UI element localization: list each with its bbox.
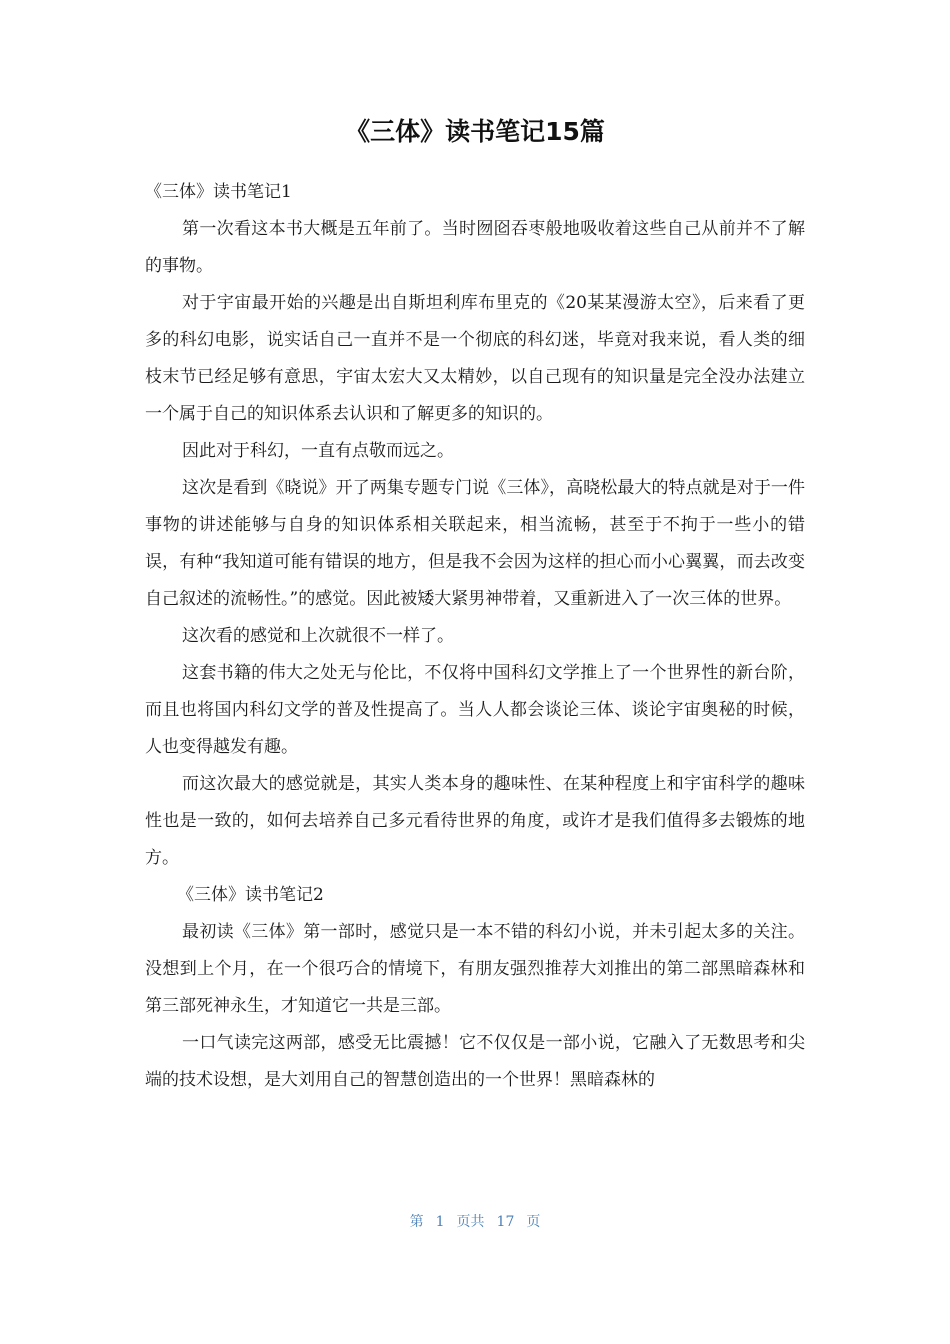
paragraph: 这次看的感觉和上次就很不一样了。	[182, 626, 454, 646]
paragraph: 最初读《三体》第一部时，感觉只是一本不错的科幻小说，并未引起太多的关注。没想到上个月，在一个很巧合的情境下，有朋友强烈推荐大刘推出的第二部黑暗森林和第三部死神永生，才知道它一共是三部。	[145, 922, 805, 1016]
footer-total-pages: 17	[496, 1214, 515, 1230]
document-title: 《三体》读书笔记15篇	[345, 117, 605, 146]
footer-prefix: 第	[409, 1214, 424, 1230]
section-heading: 《三体》读书笔记1	[145, 182, 292, 202]
document-body	[145, 174, 805, 1099]
paragraph: 而这次最大的感觉就是，其实人类本身的趣味性、在某种程度上和宇宙科学的趣味性也是一致的，如何去培养自己多元看待世界的角度，或许才是我们值得多去锻炼的地方。	[145, 774, 805, 868]
page-footer	[0, 1210, 950, 1234]
paragraph: 这套书籍的伟大之处无与伦比，不仅将中国科幻文学推上了一个世界性的新台阶，而且也将国内科幻文学的普及性提高了。当人人都会谈论三体、谈论宇宙奥秘的时候，人也变得越发有趣。	[145, 663, 805, 757]
section-heading: 《三体》读书笔记2	[177, 885, 324, 905]
paragraph: 因此对于科幻，一直有点敬而远之。	[182, 441, 454, 461]
footer-suffix: 页	[526, 1214, 541, 1230]
paragraph: 对于宇宙最开始的兴趣是出自斯坦利库布里克的《20某某漫游太空》，后来看了更多的科幻电影，说实话自己一直并不是一个彻底的科幻迷，毕竟对我来说，看人类的细枝末节已经足够有意思，宇宙太宏大又太精妙，以自己现有的知识量是完全没办法建立一个属于自己的知识体系去认识和了解更多的知识的。	[145, 293, 805, 424]
paragraph: 一口气读完这两部，感受无比震撼！它不仅仅是一部小说，它融入了无数思考和尖端的技术设想，是大刘用自己的智慧创造出的一个世界！黑暗森林的	[145, 1033, 805, 1090]
footer-middle: 页共	[456, 1214, 485, 1230]
footer-current-page: 1	[435, 1214, 445, 1230]
paragraph: 这次是看到《晓说》开了两集专题专门说《三体》，高晓松最大的特点就是对于一件事物的讲述能够与自身的知识体系相关联起来，相当流畅，甚至于不拘于一些小的错误，有种“我知道可能有错误的地方，但是我不会因为这样的担心而小心翼翼，而去改变自己叙述的流畅性。”的感觉。因此被矮大紧男神带着，又重新进入了一次三体的世界。	[145, 478, 805, 609]
paragraph: 第一次看这本书大概是五年前了。当时囫囵吞枣般地吸收着这些自己从前并不了解的事物。	[145, 219, 805, 276]
